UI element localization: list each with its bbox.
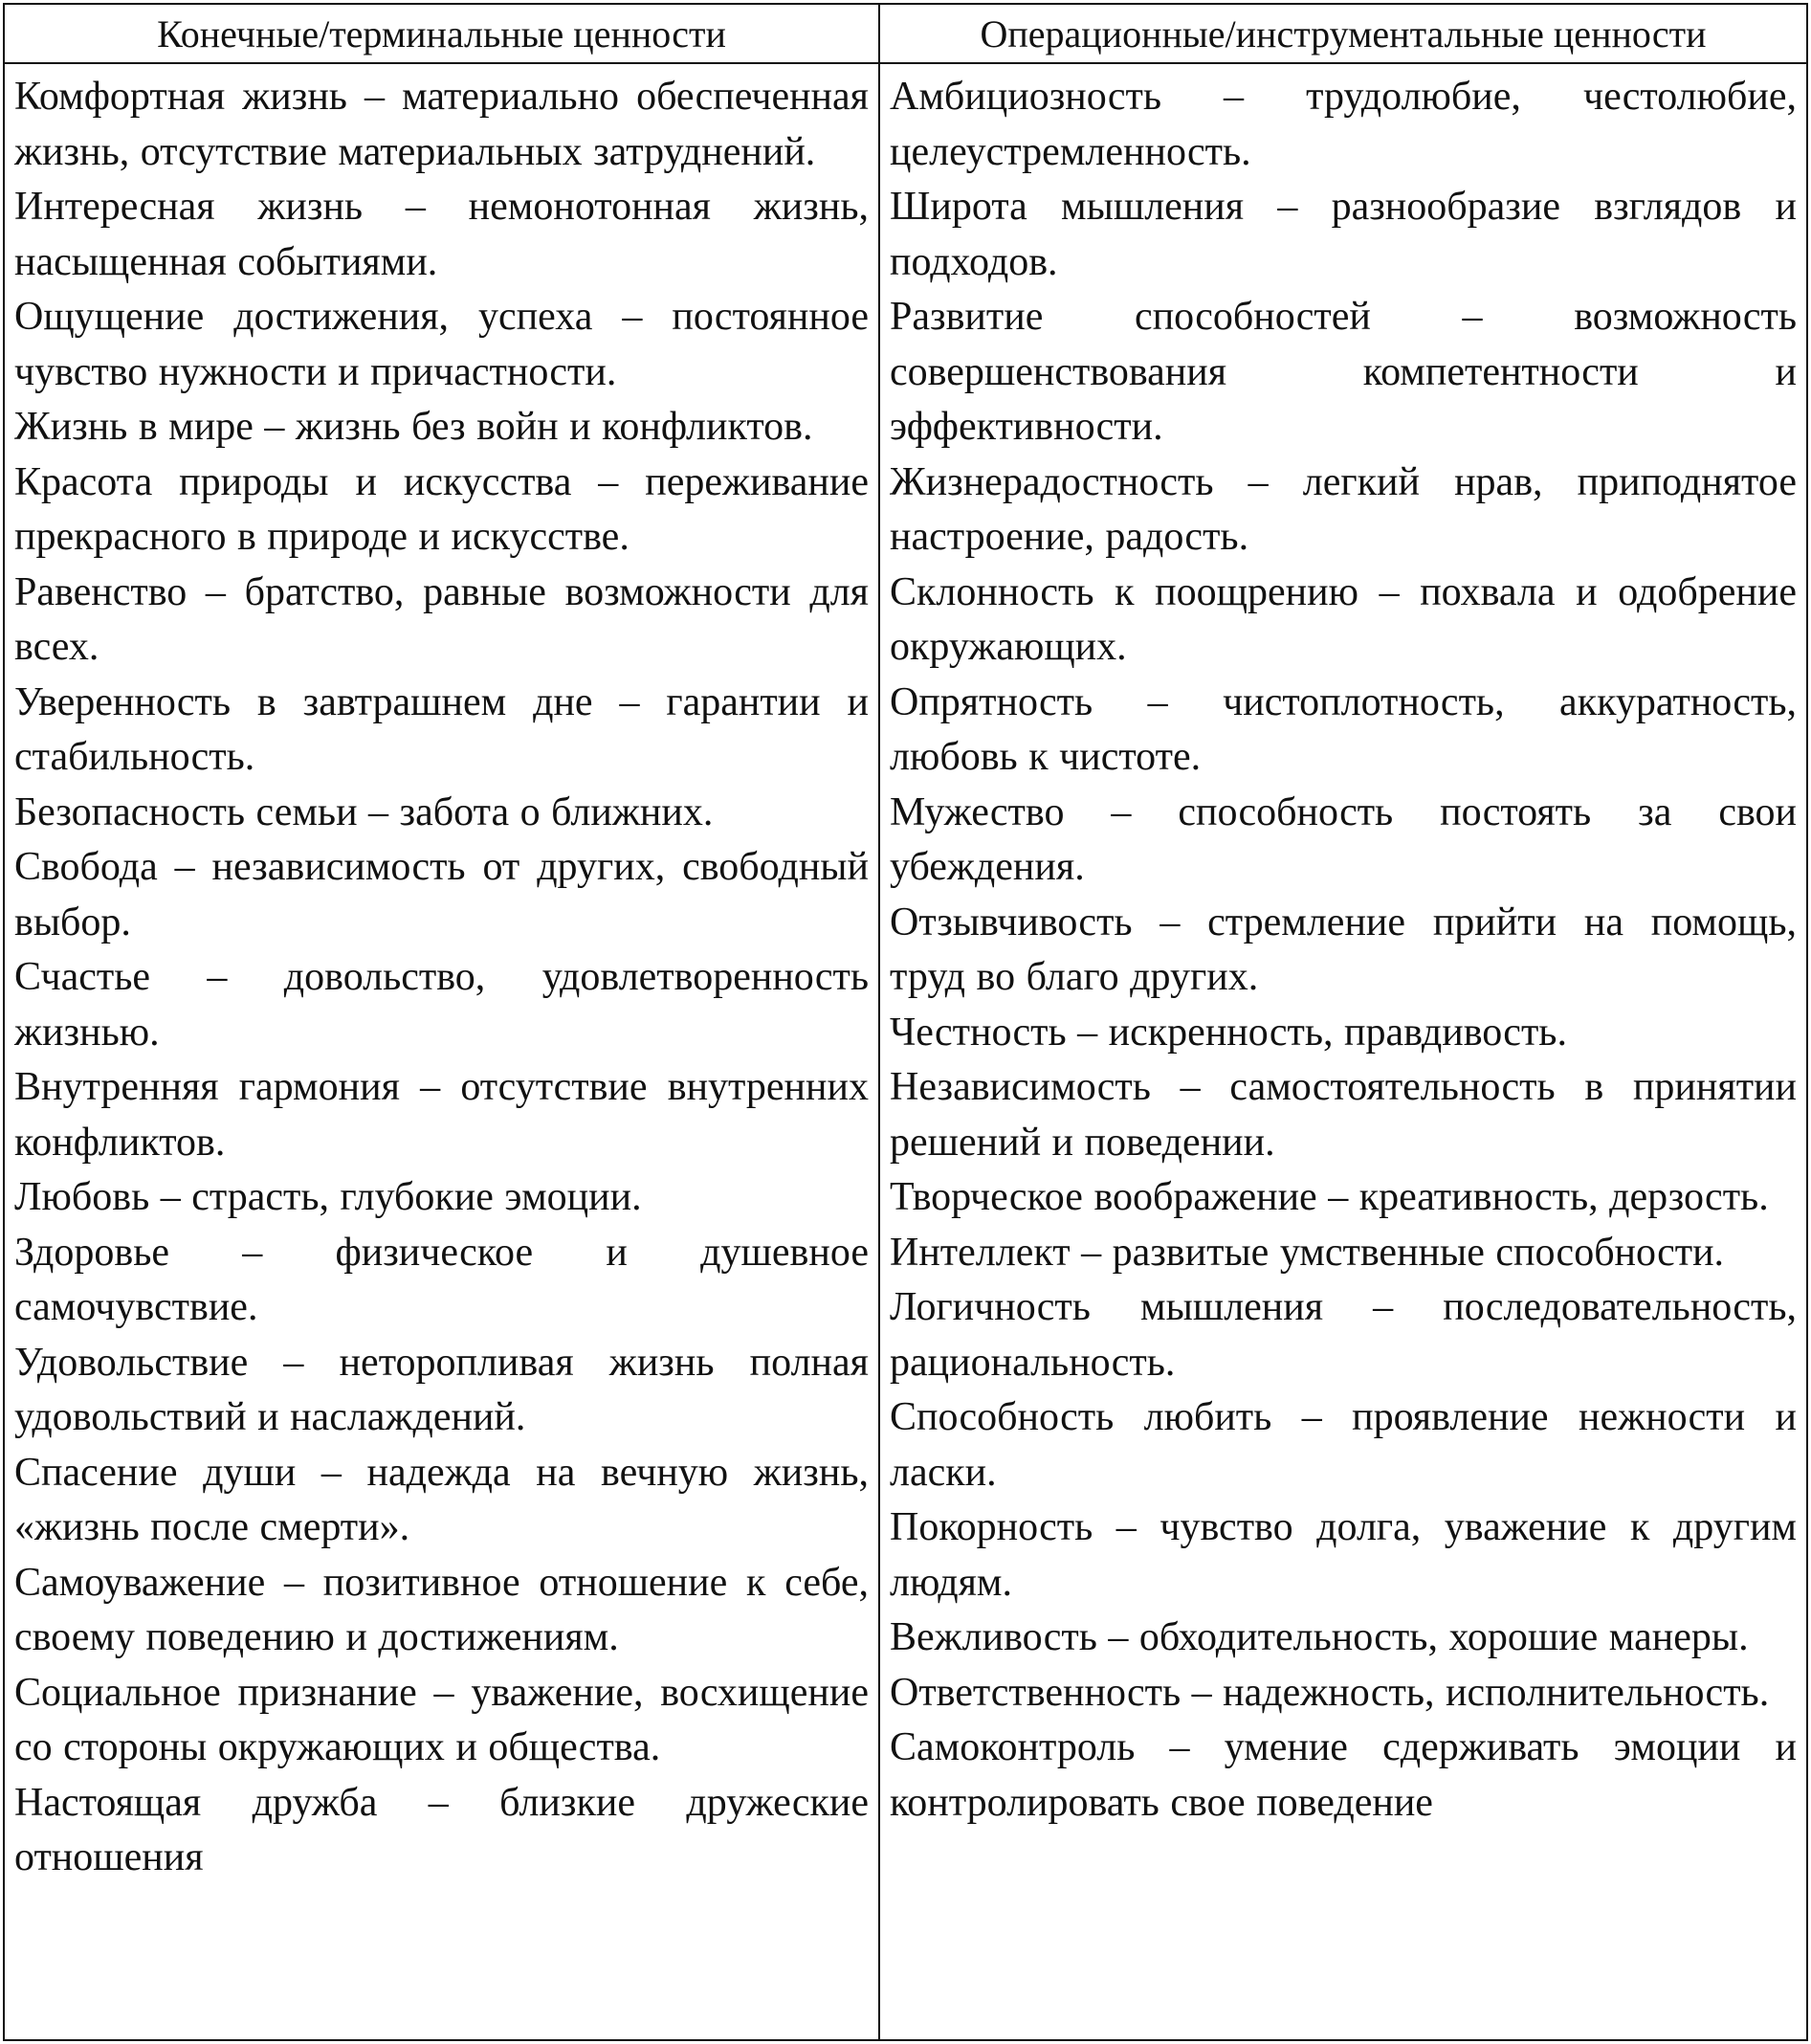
instrumental-value-item: Самоконтроль – умение сдерживать эмоции и контролировать свое поведение [890, 1725, 1797, 1825]
instrumental-value-item: Ответственность – надежность, исполнительность. [890, 1670, 1770, 1715]
instrumental-value-item: Покорность – чувство долга, уважение к другим людям. [890, 1505, 1797, 1605]
instrumental-value-item: Способность любить – проявление нежности и ласки. [890, 1395, 1797, 1495]
instrumental-value-item: Широта мышления – разнообразие взглядов и подходов. [890, 185, 1797, 284]
instrumental-value-item: Интеллект – развитые умственные способности. [890, 1230, 1725, 1275]
instrumental-value-item: Склонность к поощрению – похвала и одобрение окружающих. [890, 569, 1797, 669]
terminal-value-item: Спасение души – надежда на вечную жизнь, «жизнь после смерти». [14, 1450, 869, 1549]
values-table [3, 3, 1808, 2041]
instrumental-value-item: Вежливость – обходительность, хорошие манеры. [890, 1615, 1749, 1659]
terminal-value-item: Счастье – довольство, удовлетворенность жизнью. [14, 955, 869, 1055]
instrumental-value-item: Амбициозность – трудолюбие, честолюбие, целеустремленность. [890, 75, 1797, 174]
terminal-value-item: Безопасность семьи – забота о ближних. [14, 789, 714, 834]
instrumental-value-item: Развитие способностей – возможность совершенствования компетентности и эффективности. [890, 295, 1797, 449]
terminal-value-item: Социальное признание – уважение, восхищение со стороны окружающих и общества. [14, 1670, 869, 1769]
terminal-value-item: Внутренняя гармония – отсутствие внутренних конфликтов. [14, 1065, 869, 1165]
terminal-value-item: Красота природы и искусства – переживание прекрасного в природе и искусстве. [14, 459, 869, 559]
terminal-value-item: Любовь – страсть, глубокие эмоции. [14, 1175, 642, 1219]
terminal-value-item: Комфортная жизнь – материально обеспеченная жизнь, отсутствие материальных затруднений. [14, 75, 869, 174]
header-terminal-values: Конечные/терминальные ценности [5, 5, 880, 64]
terminal-value-item: Жизнь в мире – жизнь без войн и конфликтов. [14, 405, 813, 449]
instrumental-value-item: Жизнерадостность – легкий нрав, приподнятое настроение, радость. [890, 459, 1797, 559]
terminal-value-item: Свобода – независимость от других, свободный выбор. [14, 845, 869, 944]
terminal-value-item: Равенство – братство, равные возможности для всех. [14, 569, 869, 669]
instrumental-value-item: Мужество – способность постоять за свои убеждения. [890, 789, 1797, 889]
instrumental-value-item: Творческое воображение – креативность, дерзость. [890, 1175, 1769, 1219]
instrumental-value-item: Независимость – самостоятельность в принятии решений и поведении. [890, 1065, 1797, 1165]
terminal-value-item: Интересная жизнь – немонотонная жизнь, насыщенная событиями. [14, 185, 869, 284]
instrumental-value-item: Честность – искренность, правдивость. [890, 1010, 1567, 1055]
instrumental-value-item: Логичность мышления – последовательность, рациональность. [890, 1285, 1797, 1385]
header-instrumental-values: Операционные/инструментальные ценности [880, 5, 1806, 64]
terminal-value-item: Здоровье – физическое и душевное самочувствие. [14, 1230, 869, 1329]
terminal-values-column [5, 64, 880, 2039]
instrumental-value-item: Отзывчивость – стремление прийти на помощь, труд во благо других. [890, 900, 1797, 999]
terminal-value-item: Удовольствие – неторопливая жизнь полная удовольствий и наслаждений. [14, 1340, 869, 1439]
terminal-value-item: Самоуважение – позитивное отношение к себе, своему поведению и достижениям. [14, 1560, 869, 1659]
terminal-value-item: Настоящая дружба – близкие дружеские отношения [14, 1780, 869, 1879]
terminal-value-item: Ощущение достижения, успеха – постоянное чувство нужности и причастности. [14, 295, 869, 394]
instrumental-values-column [880, 64, 1806, 2039]
instrumental-value-item: Опрятность – чистоплотность, аккуратность, любовь к чистоте. [890, 679, 1797, 779]
terminal-value-item: Уверенность в завтрашнем дне – гарантии и стабильность. [14, 679, 869, 779]
